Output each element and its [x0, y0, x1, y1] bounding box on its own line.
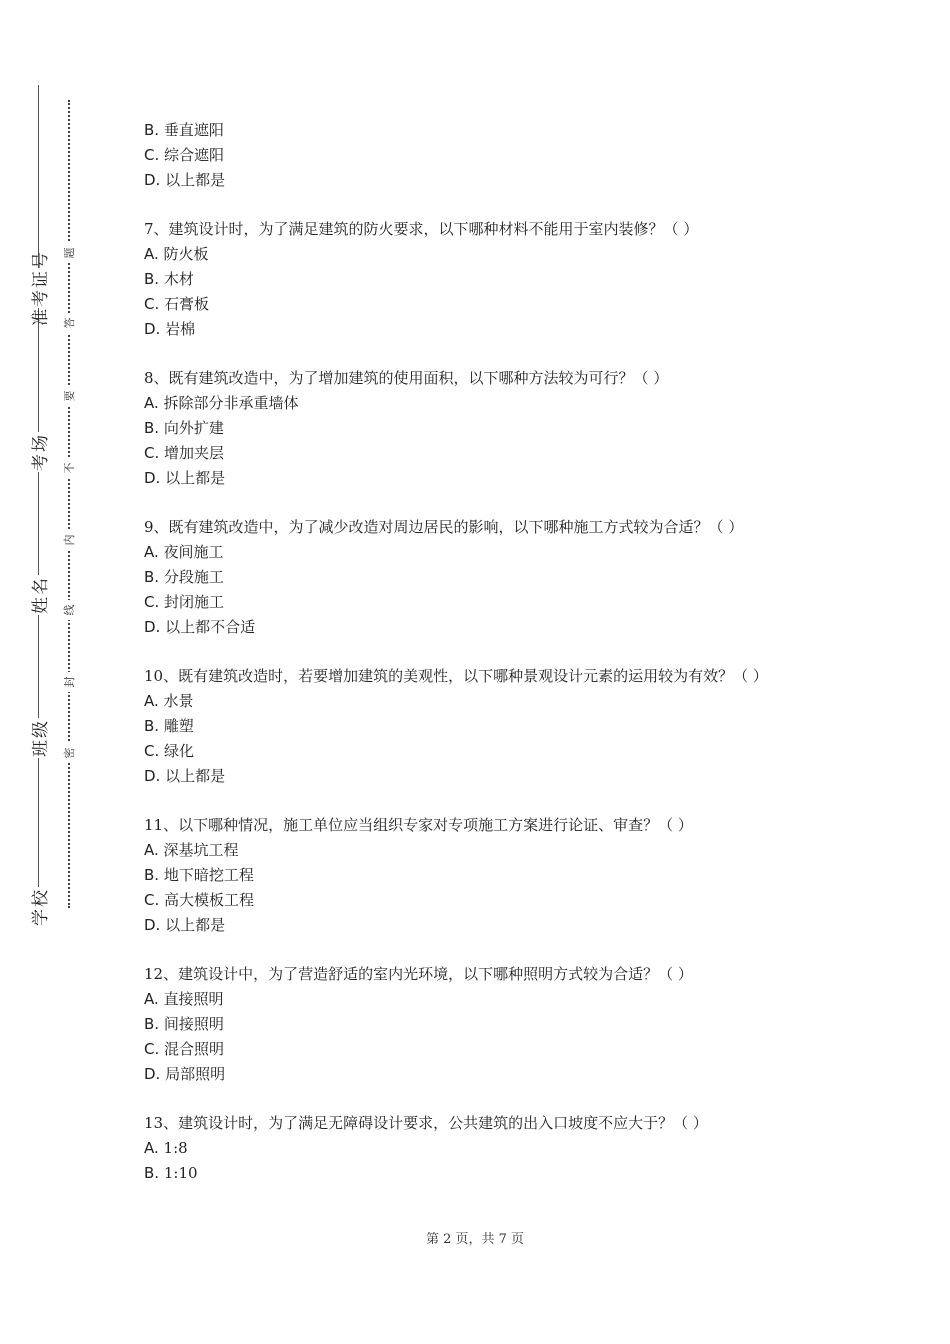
- option-d: [144, 317, 824, 342]
- seal-char: 答: [59, 313, 79, 333]
- option-text: 以上都是: [165, 767, 226, 785]
- option-text: 封闭施工: [164, 593, 225, 611]
- seal-char: 题: [59, 243, 79, 263]
- option-letter: C.: [144, 1040, 160, 1058]
- seal-char: 封: [59, 672, 79, 692]
- option-d: [144, 466, 824, 491]
- option-text: 木材: [163, 270, 194, 288]
- question-stem: 10、既有建筑改造时，若要增加建筑的美观性，以下哪种景观设计元素的运用较为有效？（ ）: [144, 667, 768, 685]
- option-text: 垂直遮阳: [163, 121, 224, 139]
- option-text: 1:8: [163, 1139, 188, 1157]
- option-text: 间接照明: [163, 1015, 224, 1033]
- option-text: 以上都不合适: [165, 618, 256, 636]
- option-letter: B.: [144, 270, 160, 288]
- option-text: 防火板: [163, 245, 209, 263]
- question-stem: 9、既有建筑改造中，为了减少改造对周边居民的影响，以下哪种施工方式较为合适？（ ）: [144, 518, 744, 536]
- option-c: [144, 292, 824, 317]
- option-text: 深基坑工程: [163, 841, 239, 859]
- question-stem: 13、建筑设计时，为了满足无障碍设计要求，公共建筑的出入口坡度不应大于？（ ）: [144, 1114, 708, 1132]
- option-letter: B.: [144, 419, 160, 437]
- option-letter: D.: [144, 767, 161, 785]
- option-c: [144, 888, 824, 913]
- option-letter: C.: [144, 593, 160, 611]
- option-text: 以上都是: [165, 469, 226, 487]
- option-d: [144, 168, 824, 193]
- question-stem: 12、建筑设计中，为了营造舒适的室内光环境，以下哪种照明方式较为合适？（ ）: [144, 965, 693, 983]
- option-letter: D.: [144, 916, 161, 934]
- option-b: [144, 118, 824, 143]
- option-letter: A.: [144, 990, 159, 1008]
- option-d: [144, 1062, 824, 1087]
- option-c: [144, 1037, 824, 1062]
- question-11: [144, 813, 824, 938]
- option-letter: D.: [144, 171, 161, 189]
- exam-id-label: 准考证号: [18, 268, 58, 308]
- school-label: 学校: [18, 887, 58, 927]
- question-stem: 11、以下哪种情况，施工单位应当组织专家对专项施工方案进行论证、审查？（ ）: [144, 816, 693, 834]
- option-text: 绿化: [164, 742, 195, 760]
- question-6-continued: [144, 118, 824, 193]
- option-b: [144, 565, 824, 590]
- class-label: 班级: [18, 718, 58, 758]
- question-7: [144, 217, 824, 342]
- option-c: [144, 143, 824, 168]
- option-a: [144, 540, 824, 565]
- option-letter: A.: [144, 1139, 159, 1157]
- binding-dotted-line: [68, 100, 70, 908]
- option-text: 地下暗挖工程: [163, 866, 254, 884]
- question-stem: 8、既有建筑改造中，为了增加建筑的使用面积，以下哪种方法较为可行？（ ）: [144, 369, 669, 387]
- option-letter: C.: [144, 444, 160, 462]
- question-8: [144, 366, 824, 491]
- option-a: [144, 689, 824, 714]
- option-text: 1:10: [163, 1164, 198, 1182]
- binding-solid-line: [38, 85, 39, 925]
- option-text: 石膏板: [164, 295, 210, 313]
- option-letter: A.: [144, 543, 159, 561]
- option-a: [144, 987, 824, 1012]
- option-letter: D.: [144, 320, 161, 338]
- option-a: [144, 391, 824, 416]
- option-b: [144, 863, 824, 888]
- question-12: [144, 962, 824, 1087]
- option-text: 直接照明: [163, 990, 224, 1008]
- option-text: 综合遮阳: [164, 146, 225, 164]
- option-letter: B.: [144, 866, 160, 884]
- question-13: [144, 1111, 824, 1186]
- option-text: 岩棉: [165, 320, 196, 338]
- seal-char: 不: [59, 458, 79, 478]
- option-a: [144, 242, 824, 267]
- option-text: 分段施工: [163, 568, 224, 586]
- option-text: 以上都是: [165, 171, 226, 189]
- exam-room-label: 考场: [18, 432, 58, 472]
- question-list: [144, 118, 824, 1210]
- option-letter: B.: [144, 717, 160, 735]
- option-d: [144, 764, 824, 789]
- option-letter: D.: [144, 618, 161, 636]
- question-10: [144, 664, 824, 789]
- option-letter: D.: [144, 469, 161, 487]
- page-number: 第 2 页，共 7 页: [425, 1232, 525, 1247]
- option-c: [144, 739, 824, 764]
- option-c: [144, 590, 824, 615]
- option-text: 水景: [163, 692, 194, 710]
- option-text: 雕塑: [163, 717, 194, 735]
- option-letter: C.: [144, 295, 160, 313]
- option-b: [144, 714, 824, 739]
- option-letter: B.: [144, 1015, 160, 1033]
- option-b: [144, 267, 824, 292]
- seal-char: 内: [59, 530, 79, 550]
- option-letter: A.: [144, 394, 159, 412]
- option-text: 向外扩建: [163, 419, 224, 437]
- seal-char: 密: [59, 743, 79, 763]
- option-text: 夜间施工: [163, 543, 224, 561]
- option-letter: A.: [144, 245, 159, 263]
- option-text: 拆除部分非承重墙体: [163, 394, 299, 412]
- option-a: [144, 1136, 824, 1161]
- option-text: 高大模板工程: [164, 891, 255, 909]
- option-d: [144, 615, 824, 640]
- option-text: 以上都是: [165, 916, 226, 934]
- option-letter: B.: [144, 1164, 160, 1182]
- option-b: [144, 1012, 824, 1037]
- option-text: 增加夹层: [164, 444, 225, 462]
- option-letter: C.: [144, 146, 160, 164]
- option-letter: B.: [144, 568, 160, 586]
- seal-char: 线: [59, 600, 79, 620]
- seal-char: 要: [59, 386, 79, 406]
- question-9: [144, 515, 824, 640]
- option-letter: B.: [144, 121, 160, 139]
- option-c: [144, 441, 824, 466]
- option-b: [144, 416, 824, 441]
- option-letter: D.: [144, 1065, 161, 1083]
- option-text: 局部照明: [165, 1065, 226, 1083]
- question-stem: 7、建筑设计时，为了满足建筑的防火要求，以下哪种材料不能用于室内装修？（ ）: [144, 220, 699, 238]
- option-b: [144, 1161, 824, 1186]
- option-letter: A.: [144, 841, 159, 859]
- option-a: [144, 838, 824, 863]
- option-letter: A.: [144, 692, 159, 710]
- option-text: 混合照明: [164, 1040, 225, 1058]
- option-letter: C.: [144, 891, 160, 909]
- option-letter: C.: [144, 742, 160, 760]
- option-d: [144, 913, 824, 938]
- name-label: 姓名: [18, 575, 58, 615]
